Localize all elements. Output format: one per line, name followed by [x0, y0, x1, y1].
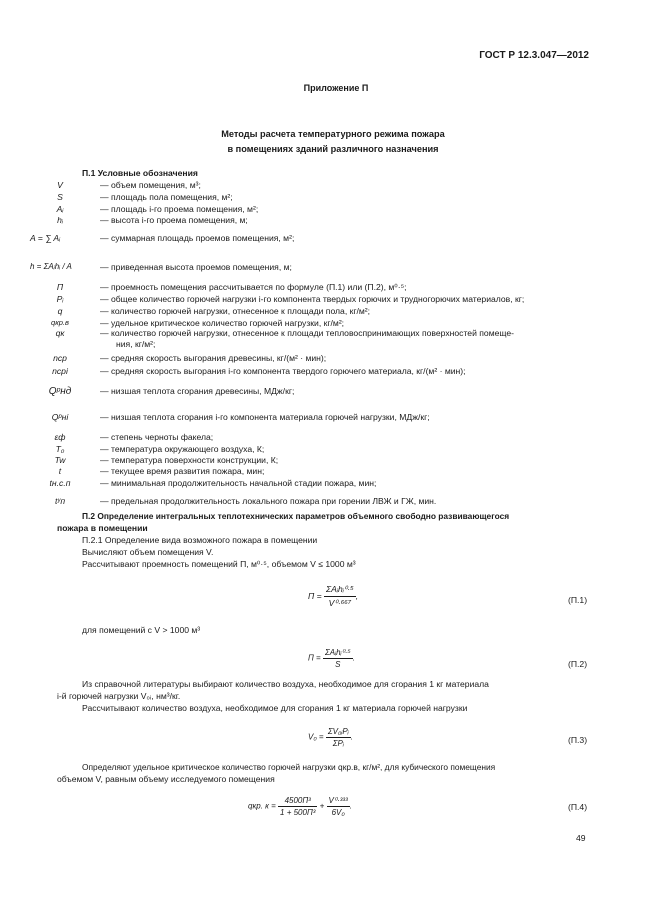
notation-symbol: nсрi [52, 366, 68, 376]
notation-symbol: T₀ [55, 444, 65, 454]
equation-lhs: П = [308, 590, 322, 601]
equation-p1 [308, 584, 358, 609]
notation-desc: — низшая теплота сгорания i-го компонента материала горючей нагрузки, МДж/кг; [100, 412, 430, 422]
notation-symbol: hᵢ [57, 215, 63, 225]
notation-symbol: qкр.в [51, 318, 69, 327]
equation-denominator: V⁰·⁶⁶⁷ [328, 598, 352, 608]
equation-tail: . [350, 732, 353, 742]
paragraph-air-line2: i-й горючей нагрузки V₀ᵢ, нм³/кг. [57, 691, 181, 701]
notation-desc: — температура поверхности конструкции, К; [100, 455, 279, 465]
equation-tail: . [352, 653, 355, 663]
equation-label: (П.4) [568, 802, 588, 812]
notation-desc: — количество горючей нагрузки, отнесенное к площади тепловоспринимающих поверхностей помеще- [100, 328, 515, 338]
equation-numerator: 4500П³ [278, 796, 317, 807]
equation-lhs: qкр. к = [248, 801, 276, 811]
equation-fraction [278, 796, 317, 817]
notation-symbol: Pᵢ [56, 294, 64, 304]
equation-denominator: 1 + 500П³ [280, 808, 316, 817]
notation-desc: — степень черноты факела; [100, 432, 214, 442]
standard-header: ГОСТ Р 12.3.047—2012 [479, 50, 589, 61]
notation-symbol: V [57, 180, 63, 190]
notation-desc: — удельное критическое количество горючей нагрузки, кг/м²; [100, 318, 345, 328]
main-title-line1: Методы расчета температурного режима пожара [221, 129, 445, 139]
appendix-title: Приложение П [303, 83, 369, 93]
notation-symbol: εф [54, 432, 66, 442]
section-p2-heading-line2: пожара в помещении [57, 523, 148, 533]
notation-desc: — общее количество горючей нагрузки i-го компонента твердых горючих и трудногорючих материалов, кг; [100, 294, 525, 304]
paragraph-openness: Рассчитывают проемность помещений П, м⁰·⁵, объемом V ≤ 1000 м³ [82, 559, 356, 569]
notation-desc: — минимальная продолжительность начальной стадии пожара, мин; [100, 478, 377, 488]
notation-desc-continued: ния, кг/м²; [116, 339, 156, 349]
paragraph-p2-1: П.2.1 Определение вида возможного пожара в помещении [82, 535, 318, 545]
section-p2-heading-line1: П.2 Определение интегральных теплотехнических параметров объемного свободно развивающегося [82, 511, 510, 521]
equation-label: (П.2) [568, 659, 588, 669]
notation-symbol: tн.с.п [49, 478, 71, 488]
notation-desc: — текущее время развития пожара, мин; [100, 466, 265, 476]
notation-desc: — средняя скорость выгорания i-го компонента твердого горючего материала, кг/(м² · мин); [100, 366, 466, 376]
notation-symbol: q [57, 306, 63, 316]
paragraph-critical-line1: Определяют удельное критическое количество горючей нагрузки qкр.в, кг/м², для кубического помещения [82, 762, 496, 772]
notation-symbol: Qᵖнд [48, 386, 72, 397]
notation-symbol: t [58, 466, 62, 476]
paragraph-volume: Вычисляют объем помещения V. [82, 547, 214, 557]
equation-numerator: ΣAᵢhᵢ⁰·⁵ [324, 648, 351, 657]
page-number: 49 [576, 833, 586, 843]
notation-symbol: П [56, 282, 64, 292]
equation-numerator-2: V⁰·³³³ [328, 796, 348, 805]
notation-desc: — средняя скорость выгорания древесины, кг/(м² · мин); [100, 353, 327, 363]
equation-p4 [248, 796, 352, 817]
notation-symbol: Aᵢ [56, 204, 64, 214]
equation-fraction [324, 584, 359, 609]
equation-tail: . [349, 801, 352, 811]
notation-desc: — проемность помещения рассчитывается по формуле (П.1) или (П.2), м⁰·⁵; [100, 282, 407, 292]
equation-label: (П.1) [568, 595, 588, 605]
equation-tail: , [355, 590, 359, 601]
equation-denominator-2: 6V₀ [331, 808, 345, 817]
notation-symbol: S [57, 192, 63, 202]
equation-lhs: П = [308, 653, 321, 663]
equation-p2 [308, 648, 355, 669]
notation-desc: — площадь пола помещения, м²; [100, 192, 233, 202]
notation-desc: — количество горючей нагрузки, отнесенное к площади пола, кг/м²; [100, 306, 371, 316]
section-p1-heading: П.1 Условные обозначения [82, 168, 198, 178]
notation-desc: — объем помещения, м³; [100, 180, 201, 190]
main-title-line2: в помещениях зданий различного назначения [227, 144, 439, 154]
notation-desc: — предельная продолжительность локального пожара при горении ЛВЖ и ГЖ, мин. [100, 496, 437, 506]
paragraph-air-calc: Рассчитывают количество воздуха, необходимое для сгорания 1 кг материала горючей нагрузки [82, 703, 468, 713]
paragraph-critical-line2: объемом V, равным объему исследуемого помещения [57, 774, 275, 784]
equation-numerator: ΣV₀ᵢPᵢ [327, 727, 349, 736]
equation-plus: + [319, 801, 325, 811]
notation-symbol: Qᵖнi [51, 412, 69, 422]
notation-desc: — температура окружающего воздуха, К; [100, 444, 265, 454]
equation-fraction [323, 648, 353, 669]
notation-symbol: nср [53, 353, 67, 363]
notation-desc: — суммарная площадь проемов помещения, м²; [100, 233, 295, 243]
equation-p3 [308, 727, 353, 748]
notation-desc: — приведенная высота проемов помещения, м; [100, 262, 292, 272]
notation-symbol: A = ∑ Aᵢ [30, 233, 61, 243]
equation-fraction-2 [327, 796, 350, 817]
equation-label: (П.3) [568, 735, 588, 745]
equation-denominator: ΣPᵢ [332, 739, 344, 748]
notation-desc: — низшая теплота сгорания древесины, МДж/кг; [100, 386, 295, 396]
equation-denominator: S [335, 660, 341, 669]
notation-symbol: tʸп [54, 496, 66, 506]
notation-symbol: qк [55, 328, 65, 338]
notation-symbol: Tw [54, 455, 66, 465]
equation-lhs: V₀ = [308, 732, 324, 742]
equation-numerator: ΣAᵢhᵢ⁰·⁵ [324, 584, 356, 597]
notation-desc: — высота i-го проема помещения, м; [100, 215, 248, 225]
notation-desc: — площадь i-го проема помещения, м²; [100, 204, 259, 214]
paragraph-large-rooms: для помещений с V > 1000 м³ [82, 625, 201, 635]
notation-symbol: h = ΣAᵢhᵢ / A [30, 262, 72, 271]
paragraph-air-line1: Из справочной литературы выбирают количество воздуха, необходимое для сгорания 1 кг материала [82, 679, 489, 689]
equation-fraction [326, 727, 351, 748]
